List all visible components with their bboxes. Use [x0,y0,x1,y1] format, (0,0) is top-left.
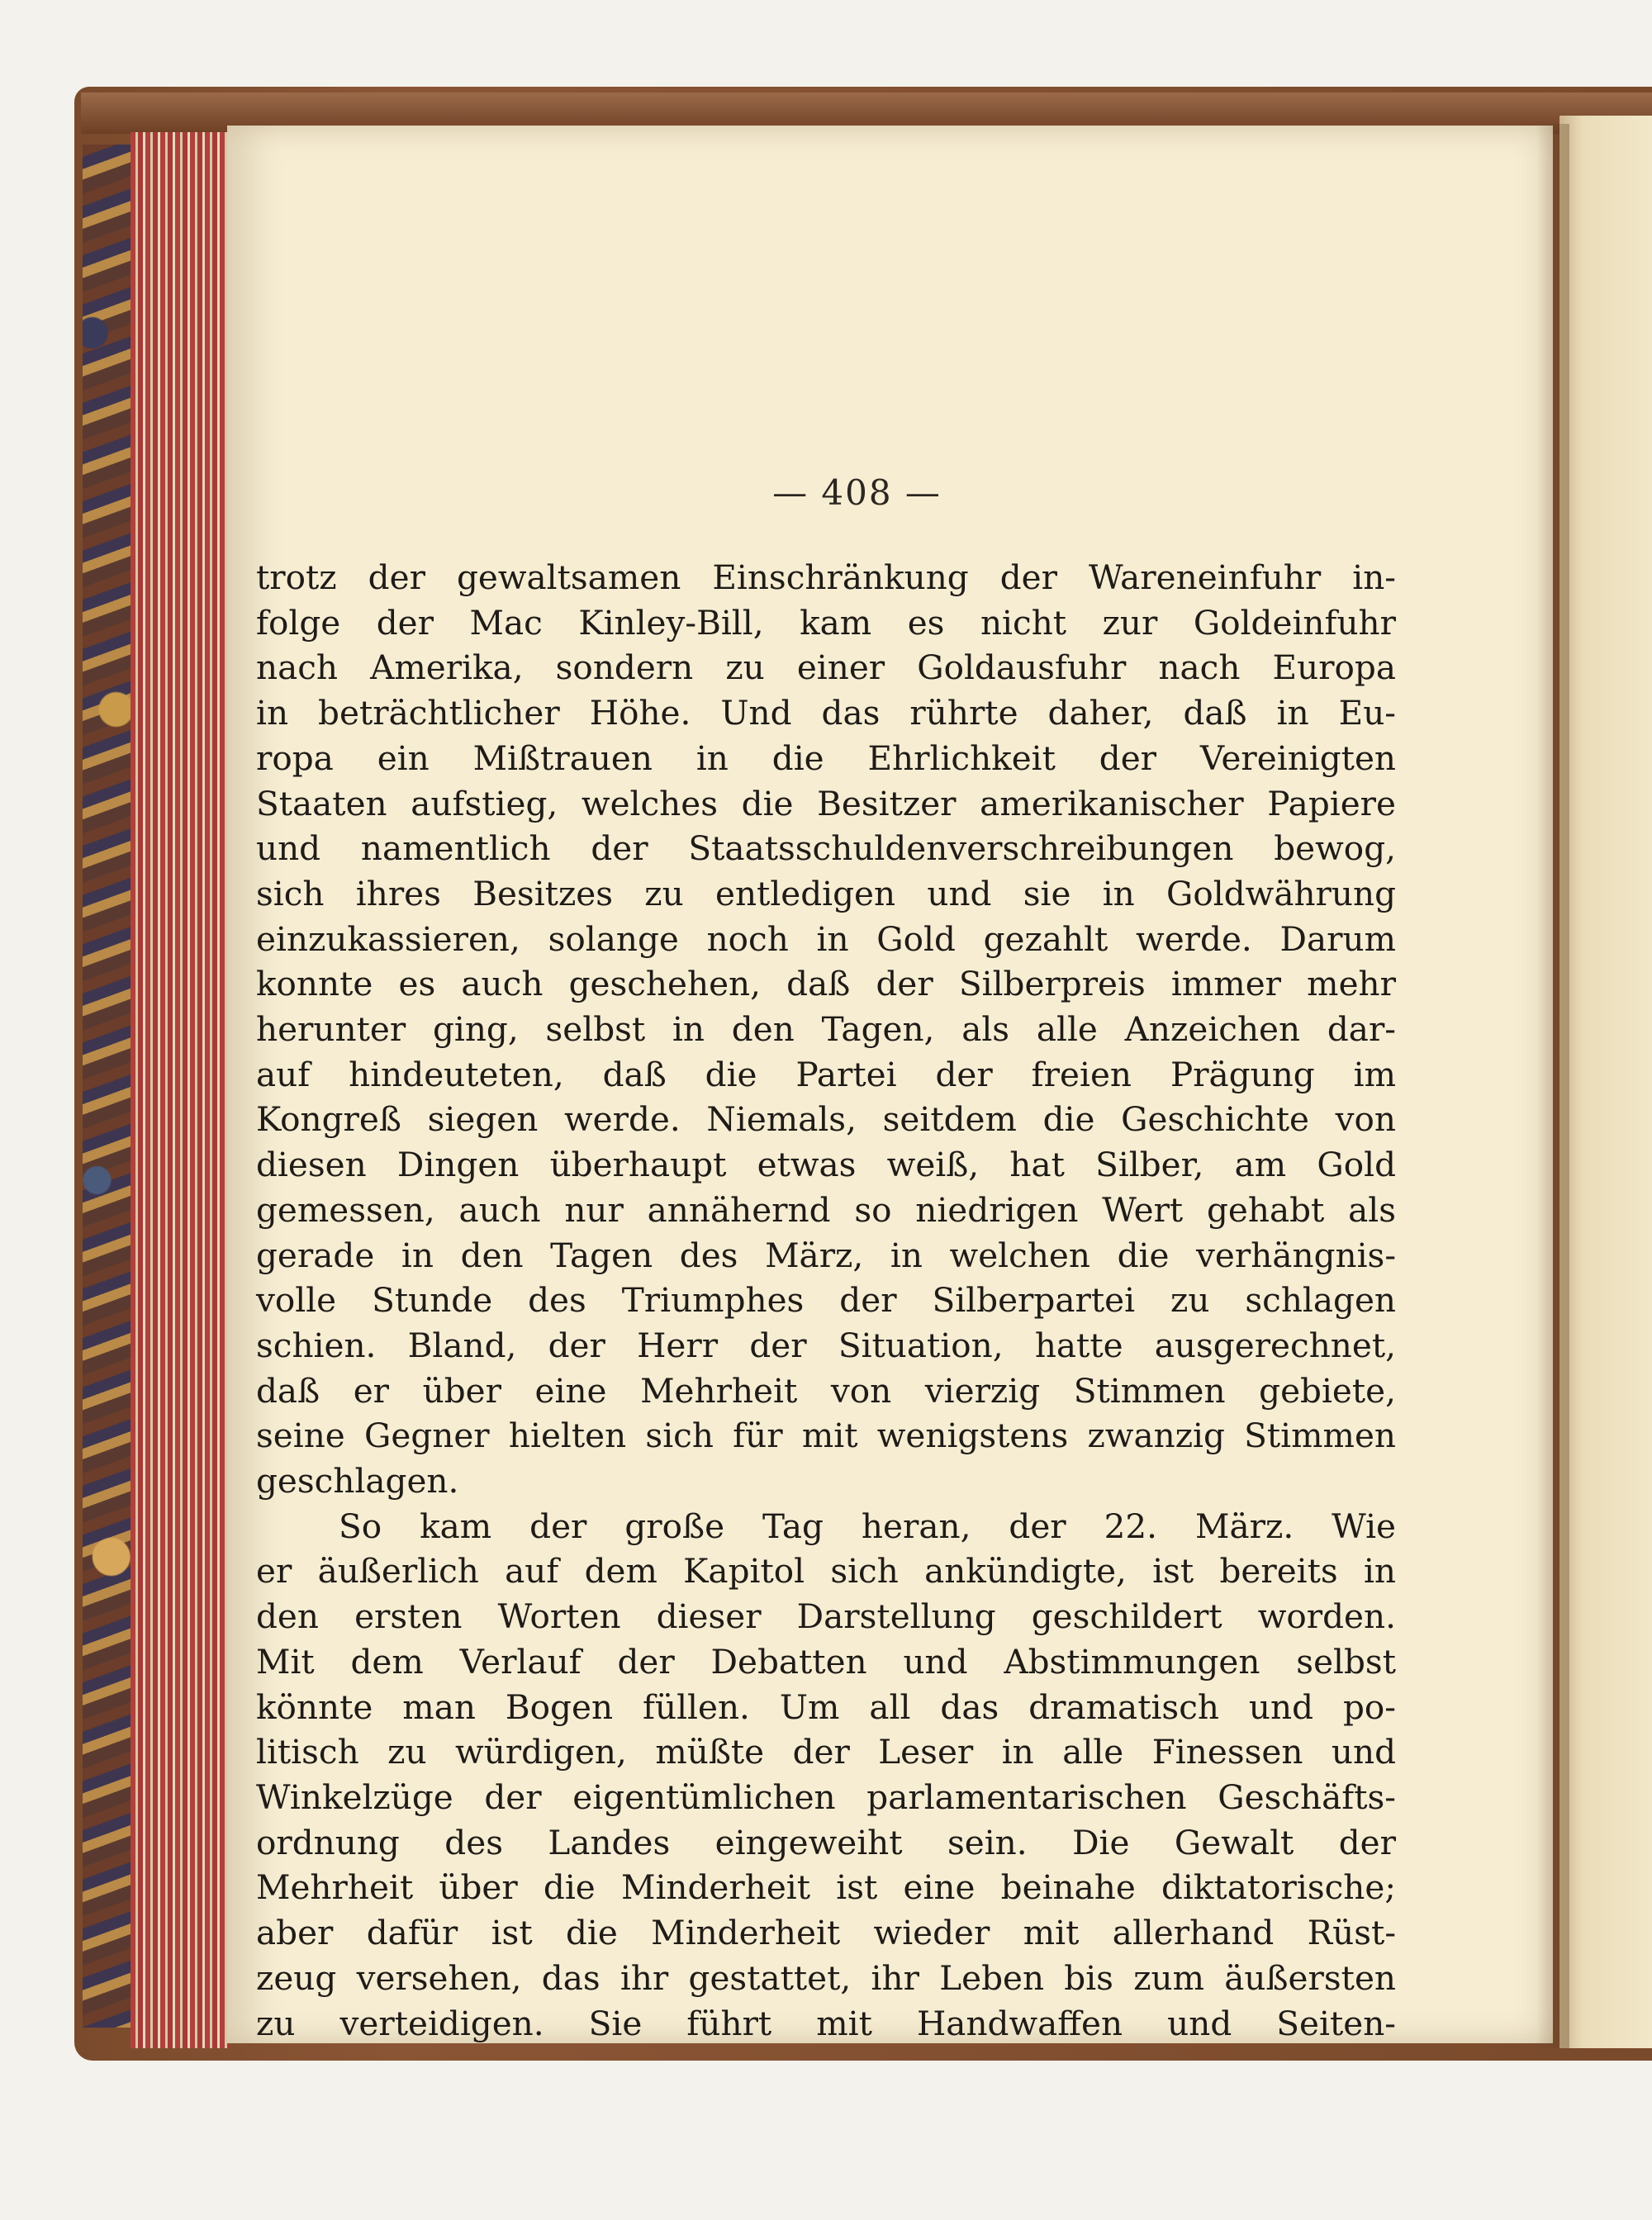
text-line: ordnung des Landes eingeweiht sein. Die Gewalt der [256,1822,1396,1862]
text-line: einzukassieren, solange noch in Gold gezahlt werde. Darum [256,918,1396,959]
text-line: sich ihres Besitzes zu entledigen und sie in Goldwährung [256,873,1396,913]
text-line: er äußerlich auf dem Kapitol sich ankündigte, ist bereits in [256,1551,1396,1591]
marbled-endpaper [83,145,131,2028]
text-line: litisch zu würdigen, müßte der Leser in alle Finessen und [256,1732,1396,1772]
text-line: zeug versehen, das ihr gestattet, ihr Leben bis zum äußersten [256,1957,1396,1998]
text-line: volle Stunde des Triumphes der Silberpartei zu schlagen [256,1280,1396,1321]
text-line: in beträchtlicher Höhe. Und das rührte daher, daß in Eu- [256,693,1396,733]
text-line: trotz der gewaltsamen Einschränkung der Wareneinfuhr in- [256,557,1396,597]
text-line: könnte man Bogen füllen. Um all das dramatisch und po- [256,1686,1396,1727]
text-line: Mehrheit über die Minderheit ist eine beinahe diktatorische; [256,1867,1396,1908]
text-line: konnte es auch geschehen, daß der Silberpreis immer mehr [256,964,1396,1004]
text-line: seine Gegner hielten sich für mit wenigstens zwanzig Stimmen [256,1416,1396,1456]
text-line: Winkelzüge der eigentümlichen parlamentarischen Geschäfts- [256,1776,1396,1817]
text-line: nach Amerika, sondern zu einer Goldausfuhr nach Europa [256,648,1396,688]
text-line: Mit dem Verlauf der Debatten und Abstimmungen selbst [256,1641,1396,1682]
body-text [256,555,1396,2046]
text-line: herunter ging, selbst in den Tagen, als alle Anzeichen dar- [256,1009,1396,1050]
text-line: Kongreß siegen werde. Niemals, seitdem die Geschichte von [256,1099,1396,1140]
text-line: aber dafür ist die Minderheit wieder mit allerhand Rüst- [256,1913,1396,1953]
facing-page [1559,116,1652,2048]
text-line: auf hindeuteten, daß die Partei der freien Prägung im [256,1054,1396,1094]
book-page [227,126,1553,2043]
text-line: folge der Mac Kinley-Bill, kam es nicht zur Goldeinfuhr [256,602,1396,643]
text-line: ropa ein Mißtrauen in die Ehrlichkeit der Vereinigten [256,738,1396,778]
text-line: zu verteidigen. Sie führt mit Handwaffen und Seiten- [256,2003,1396,2043]
text-line: gemessen, auch nur annähernd so niedrigen Wert gehabt als [256,1189,1396,1230]
page-block-edges [131,132,230,2048]
text-line: Staaten aufstieg, welches die Besitzer amerikanischer Papiere [256,783,1396,823]
text-line: daß er über eine Mehrheit von vierzig Stimmen gebiete, [256,1370,1396,1411]
text-line: So kam der große Tag heran, der 22. März. Wie [339,1506,1396,1546]
text-line: gerade in den Tagen des März, in welchen die verhängnis- [256,1235,1396,1275]
text-line: schien. Bland, der Herr der Situation, hatte ausgerechnet, [256,1325,1396,1365]
text-line: diesen Dingen überhaupt etwas weiß, hat Silber, am Gold [256,1145,1396,1185]
text-line: den ersten Worten dieser Darstellung geschildert worden. [256,1596,1396,1637]
page-number: — 408 — [772,472,942,513]
text-line: geschlagen. [256,1461,459,1501]
gutter-shadow [1536,124,1569,2048]
text-line: und namentlich der Staatsschuldenverschreibungen bewog, [256,828,1396,869]
